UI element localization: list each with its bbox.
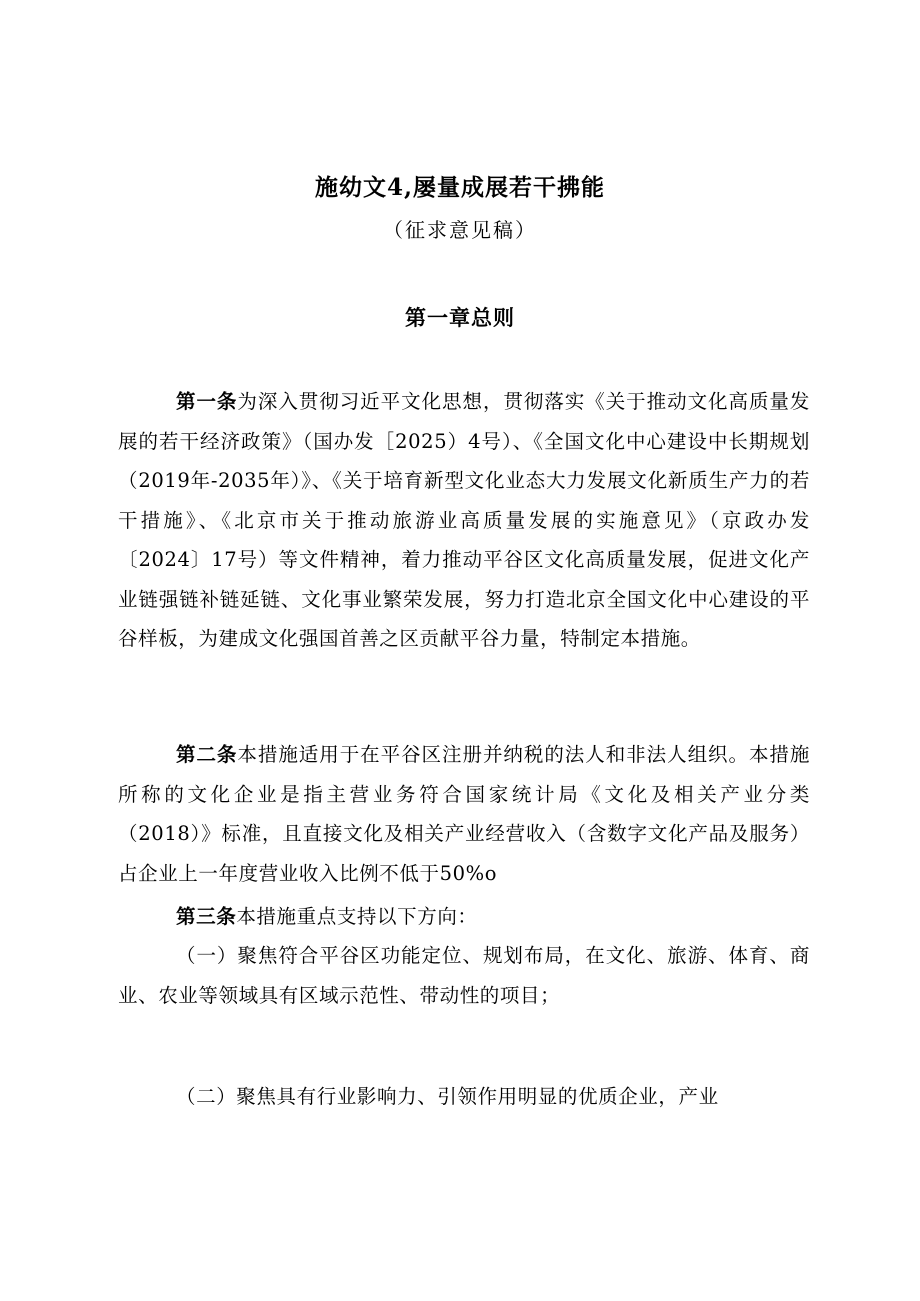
document-title: 施幼文4,屡量成展若干拂能 — [314, 174, 605, 201]
article-2 — [118, 735, 810, 893]
article-1 — [118, 382, 810, 659]
article-2-lead: 第二条 — [176, 743, 238, 766]
article-3-lead: 第三条 — [176, 905, 237, 928]
article-2-text: 本措施适用于在平谷区注册并纳税的法人和非法人组织。本措施所称的文化企业是指主营业务符合国家统计局《文化及相关产业分类（2018）》标准，且直接文化及相关产业经营收入（含数字文化产品及服务）占企业上一年度营业收入比例不低于50%o — [118, 743, 810, 885]
article-1-lead: 第一条 — [176, 390, 238, 413]
article-3-text: 本措施重点支持以下方向： — [236, 905, 478, 928]
item-1: （一）聚焦符合平谷区功能定位、规划布局，在文化、旅游、体育、商业、农业等领域具有区域示范性、带动性的项目； — [118, 944, 810, 1007]
article-1-text: 为深入贯彻习近平文化思想，贯彻落实《关于推动文化高质量发展的若干经济政策》（国办发［2025）4号）、《全国文化中心建设中长期规划（2019年-2035年）》、《关于培育新型文化业态大力发展文化新质生产力的若干措施》、《北京市关于推动旅游业高质量发展的实施意见》（京政办发〔2024〕17号）等文件精神，着力推动平谷区文化高质量发展，促进文化产业链强链补链延链、文化事业繁荣发展，努力打造北京全国文化中心建设的平谷样板，为建成文化强国首善之区贡献平谷力量，特制定本措施。 — [118, 390, 810, 650]
article-3 — [118, 897, 810, 937]
document-subtitle: （征求意见稿） — [383, 218, 537, 242]
item-2: （二）聚焦具有行业影响力、引领作用明显的优质企业，产业 — [176, 1085, 719, 1108]
chapter-heading: 第一章总则 — [405, 305, 515, 330]
